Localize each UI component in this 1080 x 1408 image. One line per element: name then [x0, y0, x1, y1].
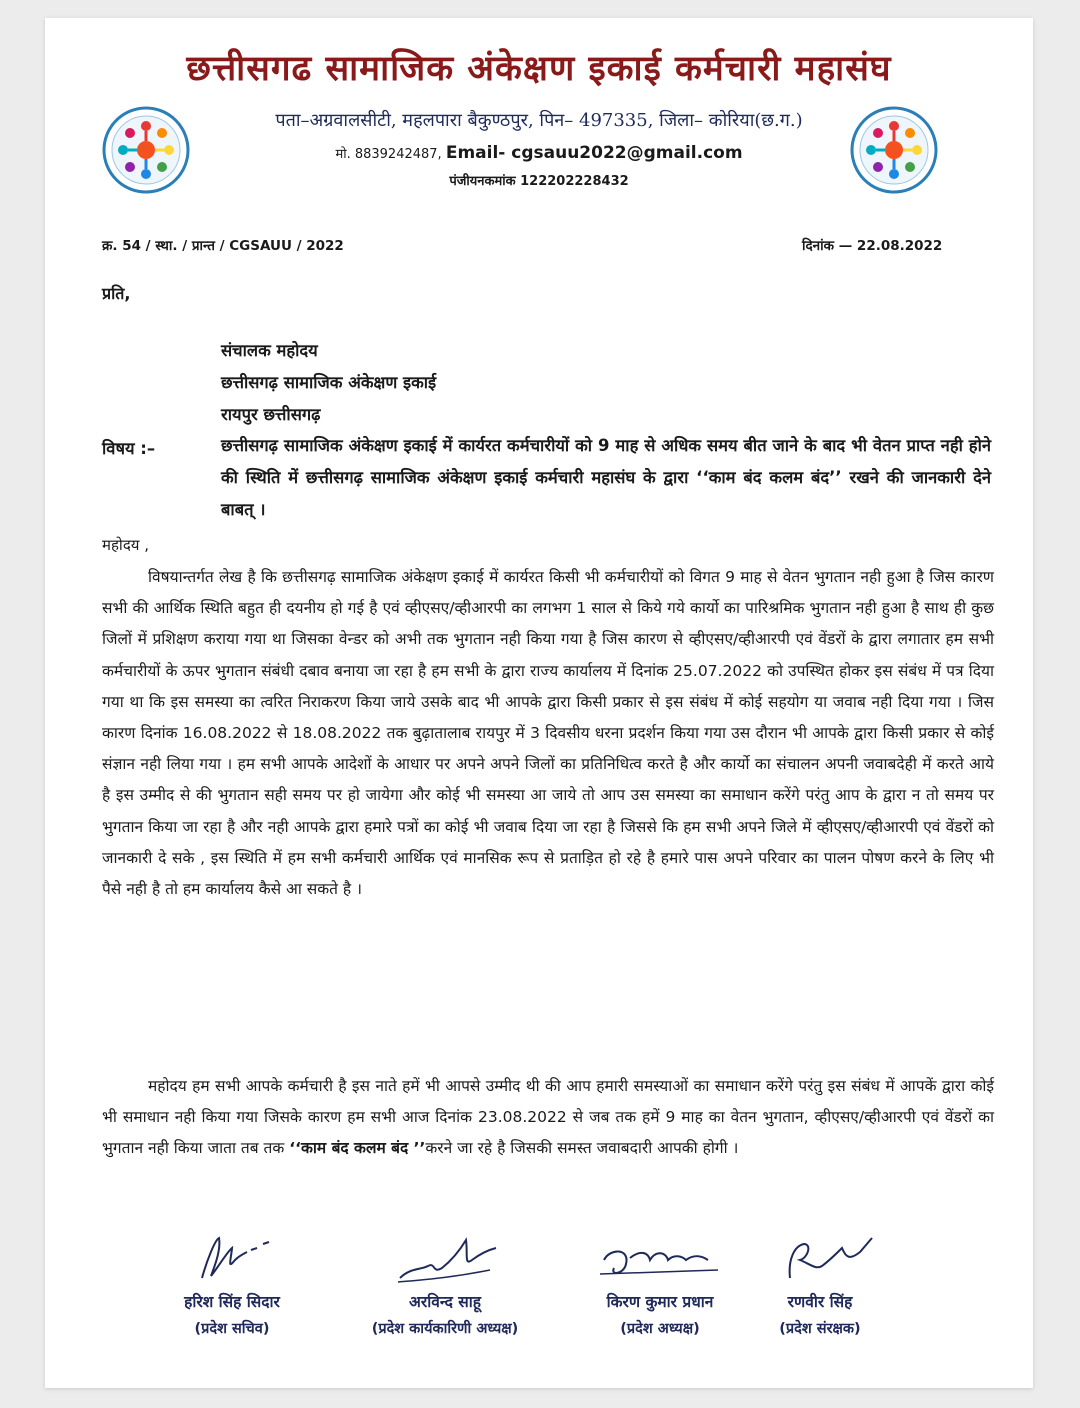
signature-block	[750, 1230, 890, 1338]
paragraph-text: करने जा रहे है जिसकी समस्त जवाबदारी आपकी होगी ।	[425, 1139, 739, 1158]
signature-block	[580, 1230, 740, 1338]
email-address: Email- cgsauu2022@gmail.com	[445, 143, 743, 163]
to-label: प्रति,	[102, 284, 131, 303]
organization-address: पता–अग्रवालसीटी, महलपारा बैकुण्ठपुर, पिन– 497335, जिला– कोरिया(छ.ग.)	[275, 110, 803, 131]
signatory-role: (प्रदेश संरक्षक)	[779, 1321, 861, 1337]
addressee-line: छत्तीसगढ़ सामाजिक अंकेक्षण इकाई	[221, 373, 437, 392]
organization-title: छत्तीसगढ सामाजिक अंकेक्षण इकाई कर्मचारी महासंघ	[186, 48, 892, 89]
signatory-name: रणवीर सिंह	[787, 1293, 853, 1311]
paragraph-text: महोदय हम सभी आपके कर्मचारी है इस नाते हमें भी आपसे उम्मीद थी की आप हमारी समस्याओं का समाधान करेंगे परंतु इस संबंध में आपकें द्वारा कोई भी समाधान नही किया गया जिसके कारण हम सभी आज दिनांक 23.08.2022 से जब तक हमें 9 माह का वेतन भुगतान, व्हीएसए/व्हीआरपी एवं वेंडरों का भुगतान नही किया जाता तब तक	[102, 1077, 994, 1158]
signatory-role: (प्रदेश कार्यकारिणी अध्यक्ष)	[371, 1321, 519, 1337]
letter-page	[45, 18, 1033, 1388]
signatory-role: (प्रदेश सचिव)	[194, 1321, 270, 1337]
strike-slogan: ‘‘काम बंद कलम बंद ’’	[289, 1139, 426, 1158]
body-paragraph	[102, 1071, 994, 1165]
signature-icon	[380, 1230, 510, 1286]
body-paragraph: विषयान्तर्गत लेख है कि छत्तीसगढ़ सामाजिक अंकेक्षण इकाई में कार्यरत किसी भी कर्मचारीयों को विगत 9 माह से वेतन भुगतान नही हुआ है जिस कारण सभी की आर्थिक स्थिति बहुत ही दयनीय हो गई है एवं व्हीएसए/व्हीआरपी का लगभग 1 साल से किये गये कार्यो का पारिश्रमिक भुगतान नही हुआ है साथ ही कुछ जिलों में प्रशिक्षण कराया गया था जिसका वेन्डर को अभी तक भुगतान नही किया गया है जिस कारण से व्हीएसए/व्हीआरपी एवं वेंडरों के द्वारा लगातार हम सभी कर्मचारीयों के ऊपर भुगतान संबंधी दबाव बनाया जा रहा है हम सभी के द्वारा राज्य कार्यालय में दिनांक 25.07.2022 को उपस्थित होकर इस संबंध में पत्र दिया गया था कि इस समस्या का त्वरित निराकरण किया जाये उसके बाद भी आपके द्वारा किसी प्रकार से इस संबंध में कोई सहयोग या जवाब नही दिया गया । जिस कारण दिनांक 16.08.2022 से 18.08.2022 तक बुढ़ातालाब रायपुर में 3 दिवसीय धरना प्रदर्शन किया गया उस दौरान भी आपके द्वारा किसी प्रकार से कोई संज्ञान नही लिया गया । हम सभी आपके आदेशों के आधार पर अपने अपने जिलों का प्रतिनिधित्व करते है और कार्यो का संचालन अपनी जवाबदेही में करते आये है इस उम्मीद से की भुगतान सही समय पर हो जायेगा और कोई भी समस्या आ जाये तो आप उस समस्या का समाधान करेंगे परंतु आप के द्वारा न तो समय पर भुगतान किया जा रहा है और नही आपके द्वारा हमारे पत्रों का कोई भी जवाब दिया जा रहा है जिससे कि हम सभी अपने जिले में व्हीएसए/व्हीआरपी एवं वेंडरों को जानकारी दे सके , इस स्थिति में हम सभी कर्मचारी आर्थिक एवं मानसिक रूप से प्रताड़ित हो रहे है हमारे पास अपने परिवार का पालन पोषण करने के लिए भी पैसे नही है तो हम कार्यालय कैसे आ सकते है ।	[102, 568, 994, 899]
subject-text: छत्तीसगढ़ सामाजिक अंकेक्षण इकाई में कार्यरत कर्मचारीयों को 9 माह से अधिक समय बीत जाने के बाद भी वेतन प्राप्त नही होने की स्थिति में छत्तीसगढ़ सामाजिक अंकेक्षण इकाई कर्मचारी महासंघ के द्वारा ‘‘काम बंद कलम बंद’’ रखने की जानकारी देने बाबत् ।	[221, 436, 991, 519]
signatory-name: किरण कुमार प्रधान	[606, 1293, 714, 1311]
signature-icon	[760, 1230, 880, 1286]
mobile-number: मो. 8839242487,	[335, 147, 442, 162]
signatory-role: (प्रदेश अध्यक्ष)	[620, 1321, 700, 1337]
contact-line	[45, 143, 1033, 163]
signature-icon	[590, 1230, 730, 1286]
salutation: महोदय ,	[102, 536, 150, 554]
signature-block	[335, 1230, 555, 1338]
signatory-name: हरिश सिंह सिदार	[184, 1293, 280, 1311]
addressee-line: संचालक महोदय	[221, 341, 318, 360]
signature-block	[137, 1230, 327, 1338]
registration-number: पंजीयनकमांक 122202228432	[449, 174, 629, 189]
addressee-line: रायपुर छत्तीसगढ़	[221, 405, 321, 424]
letter-date: दिनांक — 22.08.2022	[802, 238, 943, 254]
reference-number: क्र. 54 / स्था. / प्रान्त / CGSAUU / 2022	[102, 238, 344, 254]
subject-label: विषय :–	[102, 439, 156, 458]
signature-icon	[177, 1230, 287, 1286]
signatory-name: अरविन्द साहू	[409, 1293, 481, 1311]
